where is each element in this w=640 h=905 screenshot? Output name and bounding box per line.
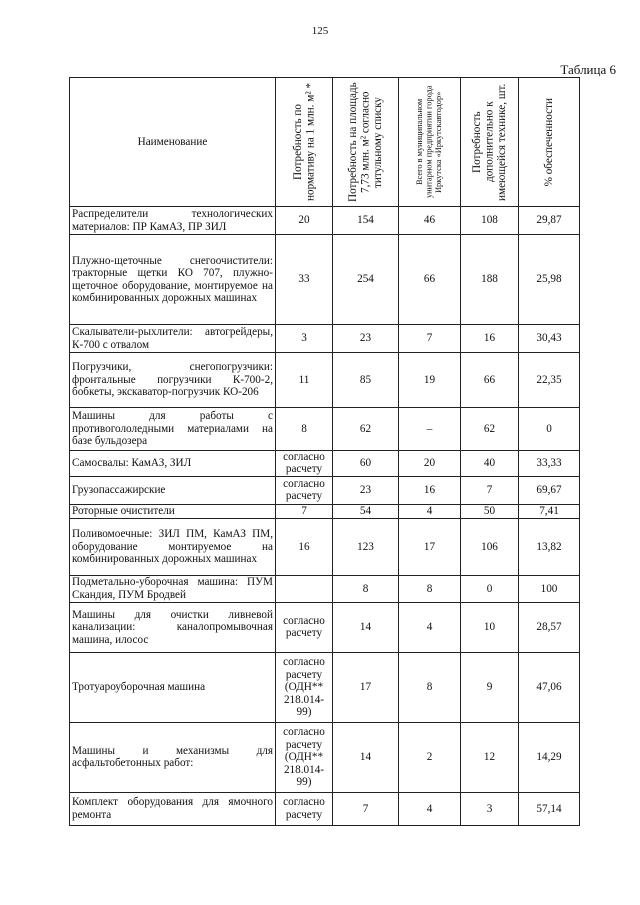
cell-percent: 28,57 — [519, 602, 580, 652]
cell-available: 4 — [399, 504, 461, 518]
cell-norm — [276, 575, 333, 602]
cell-additional: 66 — [461, 353, 519, 408]
cell-name: Подметально-уборочная машина: ПУМ Скандия, ПУМ Бродвей — [70, 575, 276, 602]
cell-percent: 30,43 — [519, 325, 580, 353]
cell-need: 14 — [333, 602, 399, 652]
cell-norm: 8 — [276, 408, 333, 451]
header-additional: Потребность дополнительно к имеющейся технике, шт. — [461, 78, 519, 207]
cell-available: 2 — [399, 722, 461, 792]
cell-name: Поливомоечные: ЗИЛ ПМ, КамАЗ ПМ, оборудование монтируемое на комбинированных дорожных машинах — [70, 518, 276, 575]
equipment-table — [69, 77, 580, 826]
cell-additional: 7 — [461, 476, 519, 504]
cell-available: 46 — [399, 207, 461, 235]
cell-norm: 33 — [276, 235, 333, 325]
cell-percent: 25,98 — [519, 235, 580, 325]
cell-additional: 9 — [461, 652, 519, 722]
table-row — [70, 504, 580, 518]
cell-name: Роторные очистители — [70, 504, 276, 518]
table-label: Таблица 6 — [560, 62, 616, 77]
cell-name: Тротуароуборочная машина — [70, 652, 276, 722]
cell-need: 23 — [333, 325, 399, 353]
cell-percent: 29,87 — [519, 207, 580, 235]
cell-name: Погрузчики, снегопогрузчики: фронтальные погрузчики К-700-2, бобкеты, экскаватор-погрузчик КО-206 — [70, 353, 276, 408]
table-row — [70, 235, 580, 325]
cell-available: 17 — [399, 518, 461, 575]
cell-available: 66 — [399, 235, 461, 325]
cell-need: 17 — [333, 652, 399, 722]
cell-norm: согласно расчету (ОДН** 218.014-99) — [276, 722, 333, 792]
cell-norm: согласно расчету (ОДН** 218.014-99) — [276, 652, 333, 722]
cell-percent: 57,14 — [519, 792, 580, 825]
cell-need: 154 — [333, 207, 399, 235]
table-row — [70, 575, 580, 602]
header-available: Всего в муниципальном унитарном предприятии города Иркутска «Иркутскавтодор» — [399, 78, 461, 207]
table-row — [70, 652, 580, 722]
cell-norm: согласно расчету — [276, 792, 333, 825]
cell-available: 19 — [399, 353, 461, 408]
cell-percent: 14,29 — [519, 722, 580, 792]
cell-additional: 16 — [461, 325, 519, 353]
cell-need: 60 — [333, 451, 399, 477]
cell-available: 16 — [399, 476, 461, 504]
cell-additional: 3 — [461, 792, 519, 825]
cell-norm: согласно расчету — [276, 451, 333, 477]
cell-need: 85 — [333, 353, 399, 408]
table-row — [70, 602, 580, 652]
cell-name: Машины и механизмы для асфальтобетонных работ: — [70, 722, 276, 792]
cell-norm: 3 — [276, 325, 333, 353]
cell-available: 4 — [399, 792, 461, 825]
table-row — [70, 353, 580, 408]
table-row — [70, 325, 580, 353]
cell-norm: согласно расчету — [276, 602, 333, 652]
header-name: Наименование — [70, 78, 276, 207]
cell-norm: 20 — [276, 207, 333, 235]
cell-need: 54 — [333, 504, 399, 518]
cell-norm: 11 — [276, 353, 333, 408]
table-row — [70, 207, 580, 235]
cell-name: Распределители технологических материалов: ПР КамАЗ, ПР ЗИЛ — [70, 207, 276, 235]
cell-additional: 0 — [461, 575, 519, 602]
table-row — [70, 518, 580, 575]
cell-need: 8 — [333, 575, 399, 602]
cell-name: Самосвалы: КамАЗ, ЗИЛ — [70, 451, 276, 477]
table-row — [70, 722, 580, 792]
cell-available: 8 — [399, 575, 461, 602]
page-number: 125 — [311, 25, 329, 37]
cell-need: 62 — [333, 408, 399, 451]
table-row — [70, 792, 580, 825]
cell-available: 20 — [399, 451, 461, 477]
cell-available: – — [399, 408, 461, 451]
cell-name: Машины для работы с противогололедными материалами на базе бульдозера — [70, 408, 276, 451]
cell-available: 4 — [399, 602, 461, 652]
cell-norm: 7 — [276, 504, 333, 518]
cell-need: 14 — [333, 722, 399, 792]
cell-percent: 33,33 — [519, 451, 580, 477]
cell-name: Комплект оборудования для ямочного ремонта — [70, 792, 276, 825]
cell-additional: 188 — [461, 235, 519, 325]
cell-name: Грузопассажирские — [70, 476, 276, 504]
table-row — [70, 408, 580, 451]
cell-percent: 100 — [519, 575, 580, 602]
cell-percent: 0 — [519, 408, 580, 451]
cell-percent: 69,67 — [519, 476, 580, 504]
cell-name: Машины для очистки ливневой канализации: каналопромывочная машина, илосос — [70, 602, 276, 652]
cell-additional: 108 — [461, 207, 519, 235]
cell-percent: 47,06 — [519, 652, 580, 722]
cell-name: Скалыватели-рыхлители: автогрейдеры, К-700 с отвалом — [70, 325, 276, 353]
cell-norm: 16 — [276, 518, 333, 575]
cell-additional: 106 — [461, 518, 519, 575]
table-row — [70, 476, 580, 504]
cell-available: 8 — [399, 652, 461, 722]
cell-additional: 10 — [461, 602, 519, 652]
cell-additional: 62 — [461, 408, 519, 451]
cell-additional: 40 — [461, 451, 519, 477]
cell-available: 7 — [399, 325, 461, 353]
cell-need: 254 — [333, 235, 399, 325]
cell-name: Плужно-щеточные снегоочистители: тракторные щетки КО 707, плужно-щеточное оборудование, монтируемое на комбинированных дорожных машинах — [70, 235, 276, 325]
cell-percent: 7,41 — [519, 504, 580, 518]
cell-percent: 22,35 — [519, 353, 580, 408]
header-need: Потребность на площадь 7,73 млн. м² согласно титульному списку — [333, 78, 399, 207]
cell-need: 23 — [333, 476, 399, 504]
cell-need: 7 — [333, 792, 399, 825]
cell-norm: согласно расчету — [276, 476, 333, 504]
header-norm: Потребность по нормативу на 1 млн. м² * — [276, 78, 333, 207]
cell-additional: 12 — [461, 722, 519, 792]
cell-percent: 13,82 — [519, 518, 580, 575]
header-row — [70, 78, 580, 207]
cell-need: 123 — [333, 518, 399, 575]
cell-additional: 50 — [461, 504, 519, 518]
table-row — [70, 451, 580, 477]
header-percent: % обеспеченности — [519, 78, 580, 207]
